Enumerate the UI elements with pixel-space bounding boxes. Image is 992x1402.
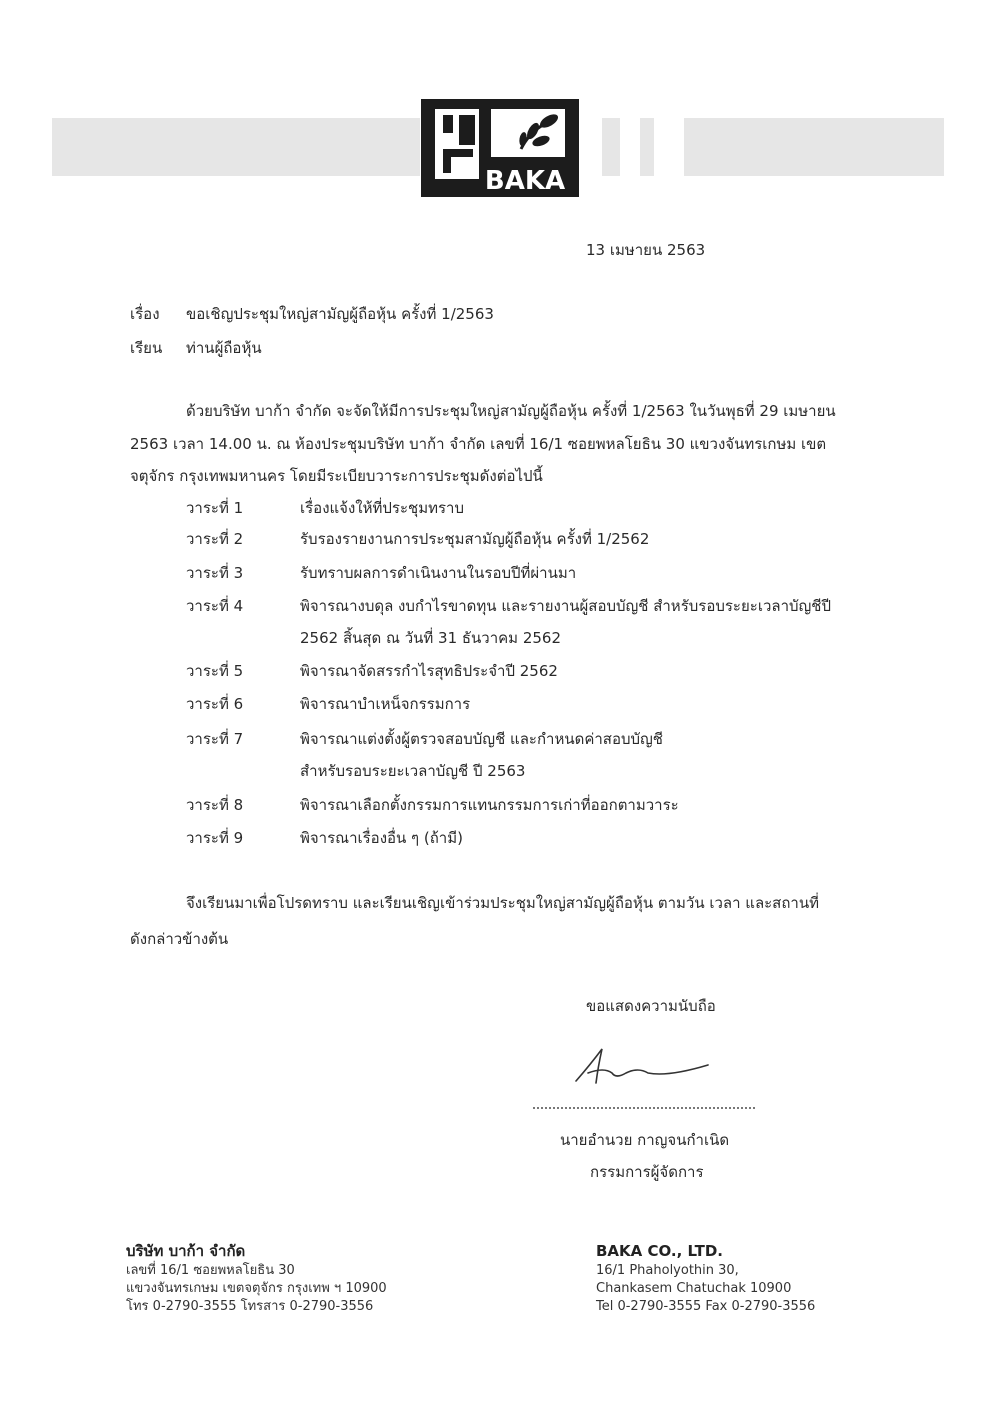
agenda-item: พิจารณาเรื่องอื่น ๆ (ถ้ามี) [300,829,463,847]
agenda-label: วาระที่ 4 [186,597,244,615]
signatory-name: นายอำนวย กาญจนกำเนิด [560,1131,730,1149]
footer-company-th: บริษัท บาก้า จำกัด [126,1242,246,1260]
letterhead-band-strip [602,118,620,176]
agenda-item: รับรองรายงานการประชุมสามัญผู้ถือหุ้น ครั้งที่ 1/2562 [300,530,650,548]
footer-contact-line: โทร 0-2790-3555 โทรสาร 0-2790-3556 [126,1299,374,1314]
agenda-label: วาระที่ 5 [186,662,244,680]
agenda-label: วาระที่ 8 [186,796,244,814]
agenda-item: พิจารณาเลือกตั้งกรรมการแทนกรรมการเก่าที่ออกตามวาระ [300,796,679,814]
agenda-item: รับทราบผลการดำเนินงานในรอบปีที่ผ่านมา [300,564,577,582]
footer-address-line: แขวงจันทรเกษม เขตจตุจักร กรุงเทพ ฯ 10900 [126,1281,387,1296]
intro-line: จตุจักร กรุงเทพมหานคร โดยมีระเบียบวาระการประชุมดังต่อไปนี้ [130,467,543,485]
agenda-item: พิจารณาจัดสรรกำไรสุทธิประจำปี 2562 [300,662,558,680]
salutation-text: ท่านผู้ถือหุ้น [186,339,262,357]
letterhead-band-right [684,118,944,176]
agenda-label: วาระที่ 9 [186,829,244,847]
subject-text: ขอเชิญประชุมใหญ่สามัญผู้ถือหุ้น ครั้งที่ 1/2563 [186,305,494,323]
agenda-label: วาระที่ 2 [186,530,244,548]
closing-line: ดังกล่าวข้างต้น [130,930,229,948]
regards: ขอแสดงความนับถือ [586,997,716,1015]
letter-date: 13 เมษายน 2563 [586,241,706,259]
agenda-item: พิจารณาบำเหน็จกรรมการ [300,695,471,713]
logo-text: BAKA [484,166,566,196]
footer-contact-line: Tel 0-2790-3555 Fax 0-2790-3556 [596,1299,816,1314]
footer-thai [126,1240,387,1316]
signatory-title: กรรมการผู้จัดการ [590,1163,704,1181]
agenda-label: วาระที่ 7 [186,730,244,748]
footer-address-line: เลขที่ 16/1 ซอยพหลโยธิน 30 [126,1263,295,1278]
footer-address-line: Chankasem Chatuchak 10900 [596,1281,792,1296]
agenda-label: วาระที่ 3 [186,564,244,582]
agenda-item-continued: สำหรับรอบระยะเวลาบัญชี ปี 2563 [300,762,526,780]
signature-line [533,1107,755,1109]
agenda-item: พิจารณาแต่งตั้งผู้ตรวจสอบบัญชี และกำหนดค่าสอบบัญชี [300,730,663,748]
footer-company-en: BAKA CO., LTD. [596,1242,724,1260]
salutation-label: เรียน [130,339,163,357]
intro-line: ด้วยบริษัท บาก้า จำกัด จะจัดให้มีการประชุมใหญ่สามัญผู้ถือหุ้น ครั้งที่ 1/2563 ในวันพุธที่ 29 เมษายน [186,402,836,420]
signature [568,1043,718,1093]
letterhead-band-strip [640,118,654,176]
footer-address-line: 16/1 Phaholyothin 30, [596,1263,739,1278]
intro-line: 2563 เวลา 14.00 น. ณ ห้องประชุมบริษัท บาก้า จำกัด เลขที่ 16/1 ซอยพหลโยธิน 30 แขวงจันทรเกษม เขต [130,435,827,453]
agenda-label: วาระที่ 6 [186,695,244,713]
agenda-item: เรื่องแจ้งให้ที่ประชุมทราบ [300,499,464,517]
agenda-label: วาระที่ 1 [186,499,244,517]
baka-logo [421,99,579,197]
closing-line: จึงเรียนมาเพื่อโปรดทราบ และเรียนเชิญเข้าร่วมประชุมใหญ่สามัญผู้ถือหุ้น ตามวัน เวลา และสถานที่ [186,894,819,912]
footer-english [596,1240,815,1316]
subject-label: เรื่อง [130,305,160,323]
agenda-item-continued: 2562 สิ้นสุด ณ วันที่ 31 ธันวาคม 2562 [300,629,562,647]
agenda-item: พิจารณางบดุล งบกำไรขาดทุน และรายงานผู้สอบบัญชี สำหรับรอบระยะเวลาบัญชีปี [300,597,831,615]
letterhead-band-left [52,118,420,176]
